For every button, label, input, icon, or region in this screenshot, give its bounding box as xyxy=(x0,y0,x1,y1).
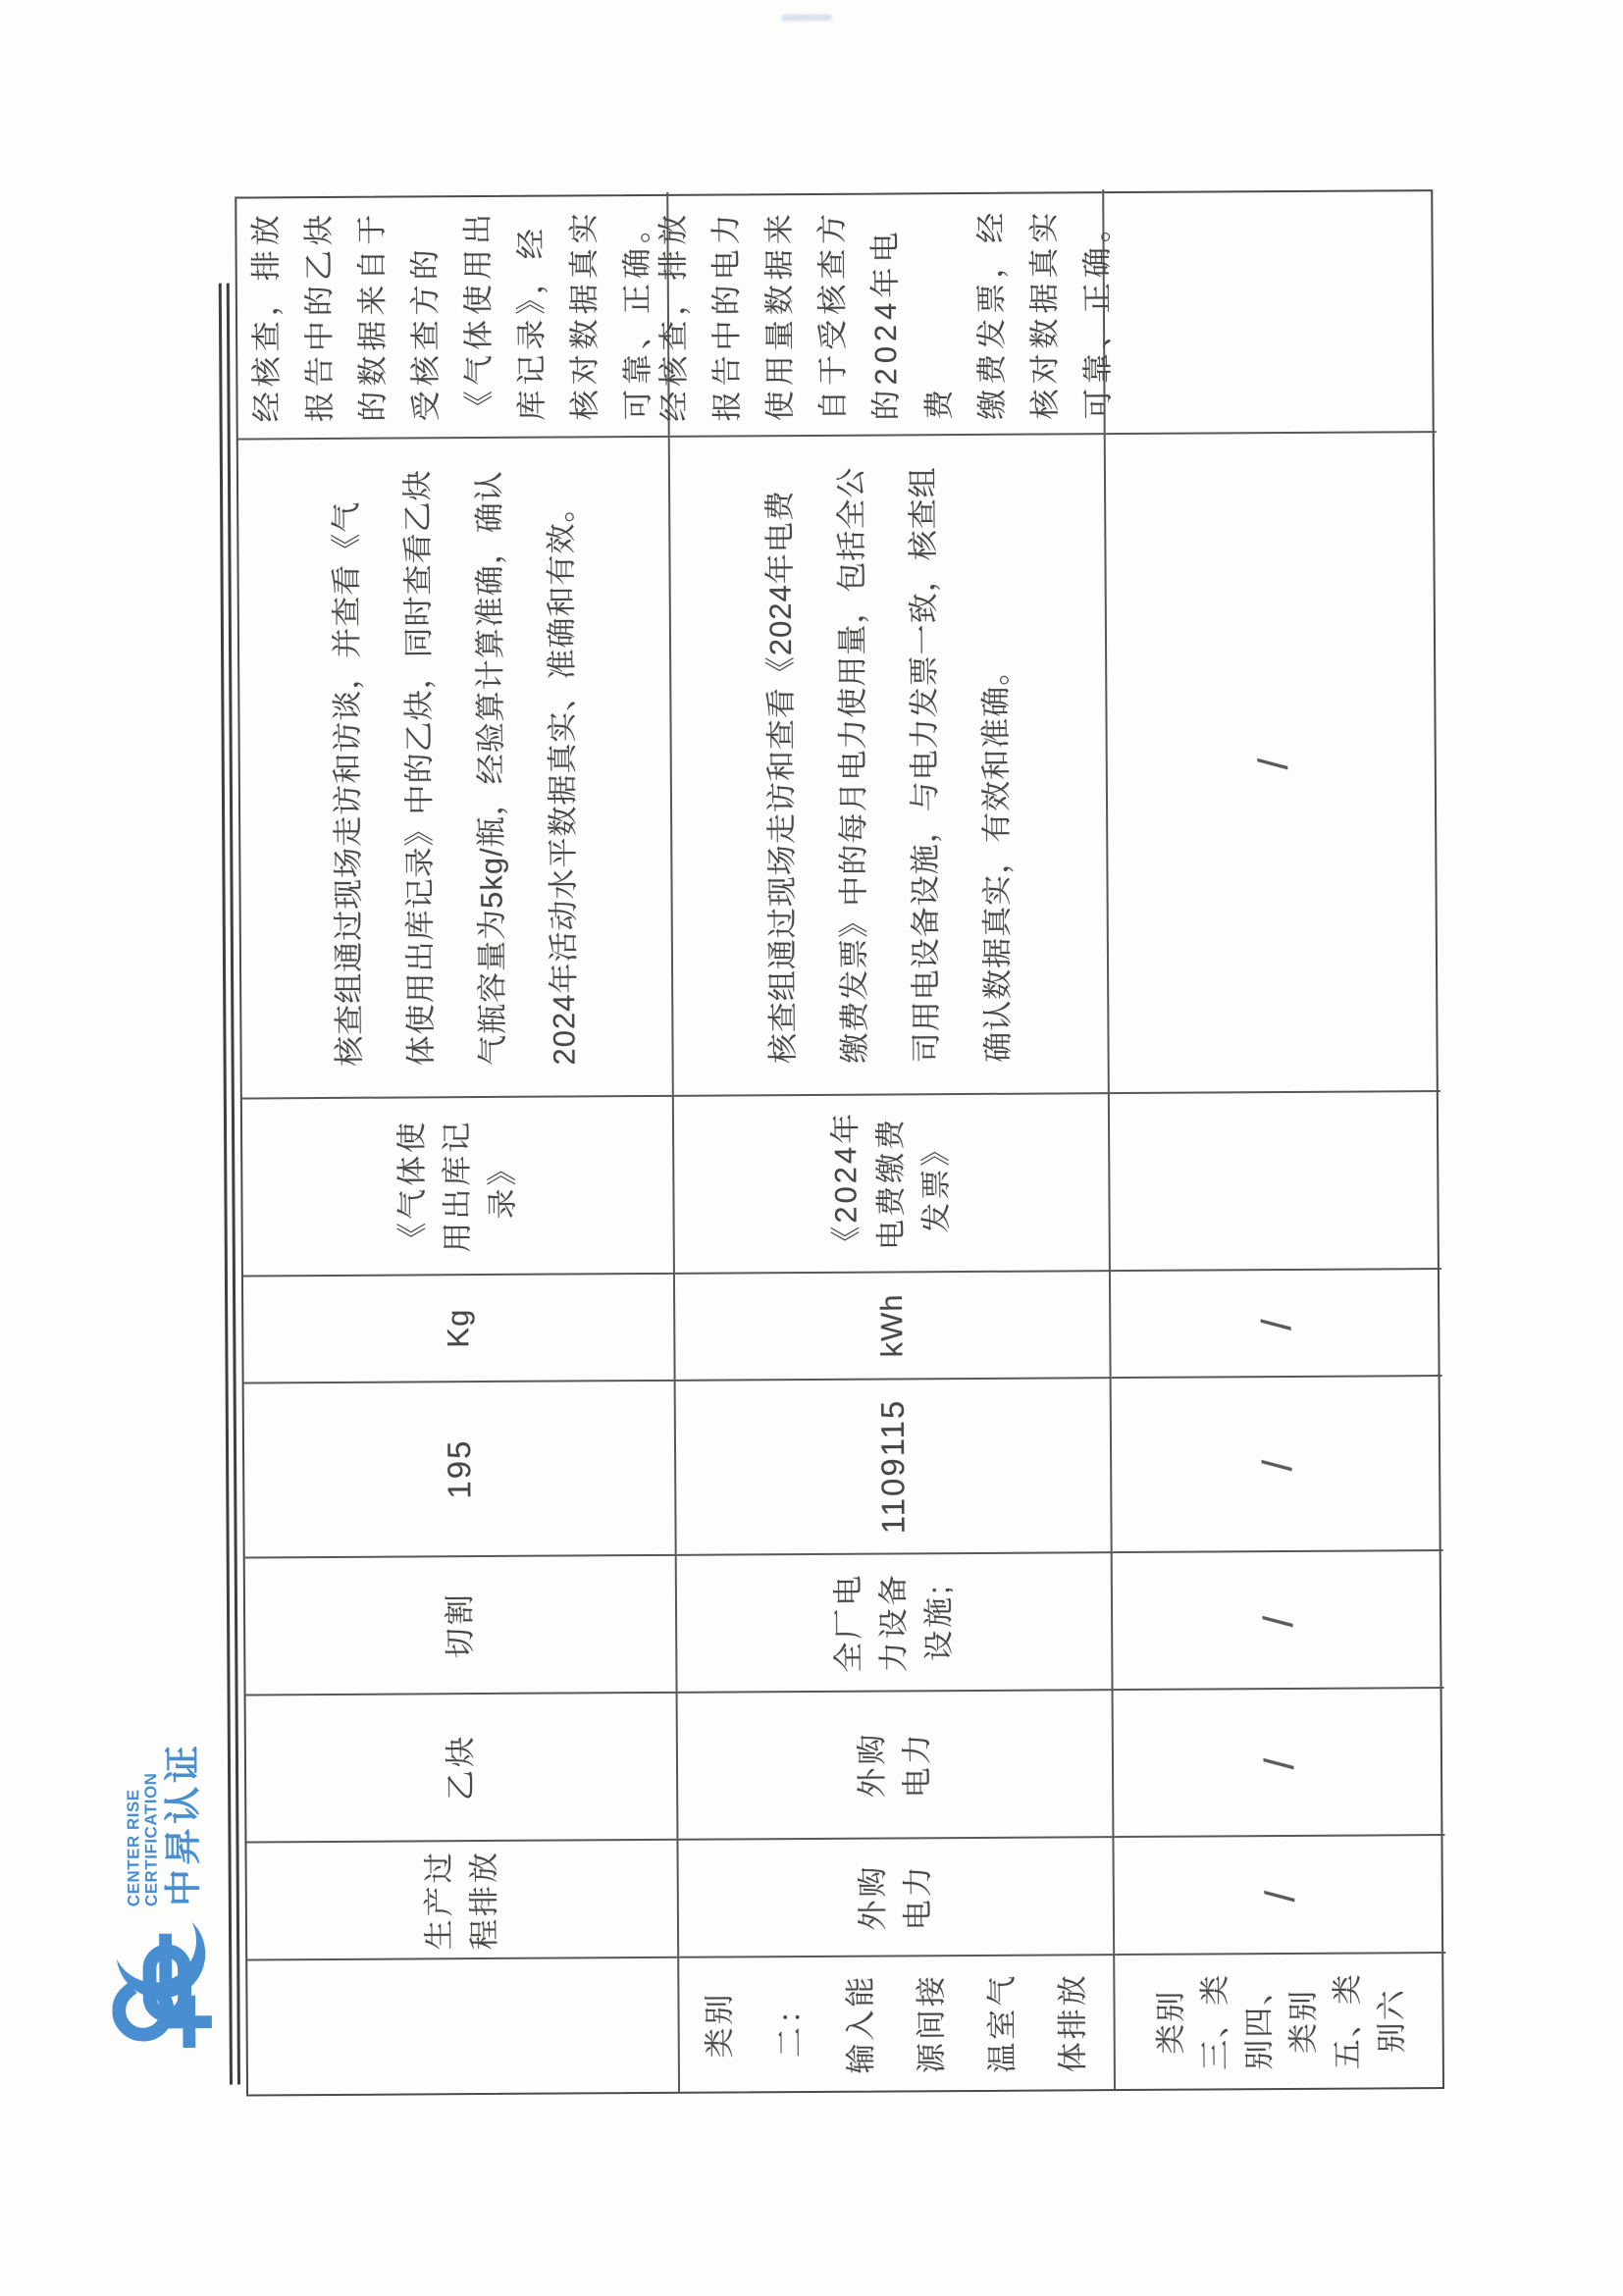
cell-r1-unit: Kg xyxy=(243,1273,676,1383)
logo-text-cn: 中昇认证 xyxy=(162,1741,205,1907)
cell-r3-value: / xyxy=(1112,1375,1443,1551)
cell-r1-conclusion: 经核查，排放 报告中的乙炔 的数据来自于 受核查方的 《气体使用出 库记录》，经 核对数据真实 可靠、正确。 xyxy=(236,192,670,439)
logo-text xyxy=(125,1742,206,1907)
cell-r3-conclusion xyxy=(1104,187,1437,433)
cell-r1-category xyxy=(247,1957,680,2095)
certification-logo xyxy=(111,1742,219,2053)
logo-text-en-line2: CERTIFICATION xyxy=(141,1772,161,1907)
cell-r2-value: 1109115 xyxy=(676,1377,1113,1554)
cell-r1-source: 生产过 程排放 xyxy=(246,1839,679,1959)
verification-table xyxy=(235,189,1444,2096)
cell-r1-value: 195 xyxy=(244,1380,677,1557)
cell-r2-category: 类别 二： 输入能 源间接 温室气 体排放 xyxy=(679,1954,1116,2092)
logo-mark-icon xyxy=(112,1916,219,2053)
cell-r2-unit: kWh xyxy=(675,1270,1112,1380)
cell-r1-process: 核查组通过现场走访和访谈，并查看《气 体使用出库记录》中的乙炔，同时查看乙炔 气瓶容量为5kg/瓶，经验算计算准确，确认 2024年活动水平数据真实、准确和有效。 xyxy=(238,436,674,1098)
logo-text-en-line1: CENTER RISE xyxy=(124,1789,143,1907)
cell-r1-usage: 切割 xyxy=(245,1554,678,1695)
cell-r2-process: 核查组通过现场走访和查看《2024年电费 缴费发票》中的每月电力使用量，包括全公 司用电设备设施，与电力发票一致，核查组 确认数据真实，有效和准确。 xyxy=(670,433,1110,1095)
cell-r3-process: / xyxy=(1106,431,1440,1092)
cell-r2-source: 外购 电力 xyxy=(678,1836,1115,1957)
cell-r3-unit: / xyxy=(1111,1268,1442,1377)
cell-r3-source: / xyxy=(1114,1834,1445,1954)
cell-r3-energy: / xyxy=(1114,1687,1445,1836)
cell-r2-energy: 外购 电力 xyxy=(678,1689,1115,1839)
cell-r2-evidence: 《2024年 电费缴费 发票》 xyxy=(674,1092,1111,1273)
cell-r1-energy: 乙炔 xyxy=(246,1692,679,1842)
cell-r3-usage: / xyxy=(1113,1549,1444,1689)
cell-r2-usage: 全厂电 力设备 设施; xyxy=(677,1551,1114,1692)
cell-r3-evidence xyxy=(1110,1090,1441,1270)
cell-r3-category: 类别 三、类 别四、 类别 五、类 别六 xyxy=(1115,1952,1446,2089)
scan-smudge-artifact xyxy=(781,15,832,21)
cell-r2-conclusion: 经核查，排放 报告中的电力 使用量数据来 自于受核查方 的2024年电费 缴费发票，经 核对数据真实 可靠、正确。 xyxy=(668,189,1106,436)
cell-r1-evidence: 《气体使 用出库记 录》 xyxy=(242,1095,675,1276)
